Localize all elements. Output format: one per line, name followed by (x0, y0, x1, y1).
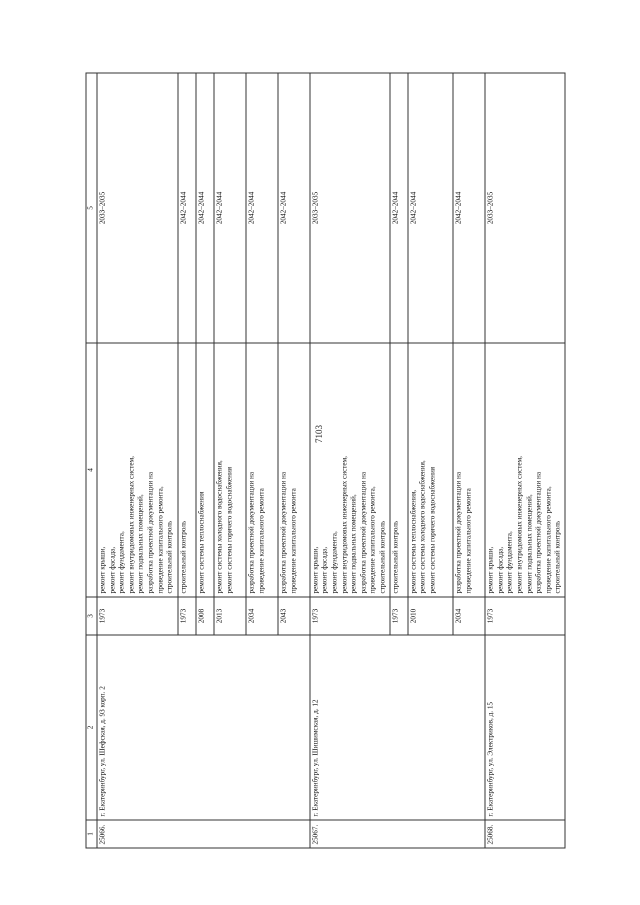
header-col-4: 4 (86, 343, 97, 597)
entry-works (453, 343, 485, 597)
table-body (97, 73, 565, 848)
header-col-3: 3 (86, 597, 97, 635)
work-line: ремонт фундамента, (505, 531, 514, 594)
work-line: ремонт подвальных помещений, (136, 494, 145, 594)
work-line: ремонт системы холодного водоснабжения, (215, 460, 224, 594)
work-line: ремонт подвальных помещений, (524, 494, 533, 594)
entry-period: 2033–2035 (97, 73, 178, 343)
entry-period: 2042–2044 (214, 73, 246, 343)
entry-works (246, 343, 278, 597)
entry-period: 2042–2044 (407, 73, 453, 343)
entry-year: 1973 (485, 597, 565, 635)
work-line: ремонт подвальных помещений, (349, 494, 358, 594)
entry-period: 2042–2044 (178, 73, 196, 343)
work-line: ремонт системы горячего водоснабжения (427, 466, 436, 594)
work-line: ремонт крыши, (486, 546, 495, 594)
header-col-2: 2 (86, 635, 97, 820)
entry-year: 1973 (97, 597, 178, 635)
work-line: проведение капитального ремонта (256, 488, 265, 594)
work-line: ремонт фасада, (107, 546, 116, 594)
entry-period: 2042–2044 (196, 73, 214, 343)
table-row (97, 73, 178, 848)
entry-period: 2042–2044 (389, 73, 407, 343)
table-row (485, 73, 565, 848)
work-line: ремонт фасада, (320, 546, 329, 594)
work-line: проведение капитального ремонта, (543, 486, 552, 594)
entry-works (277, 343, 309, 597)
work-line: ремонт крыши, (98, 546, 106, 594)
entry-year: 1973 (178, 597, 196, 635)
work-line: ремонт внутридомовых инженерных систем, (126, 456, 135, 594)
work-line: строительный контроль (553, 520, 562, 594)
entry-number: 25068. (485, 820, 565, 848)
work-line: разработка проектной документации на (145, 471, 154, 594)
entry-period: 2042–2044 (246, 73, 278, 343)
work-line: ремонт внутридомовых инженерных систем, (515, 456, 524, 594)
work-line: разработка проектной документации на (454, 471, 463, 594)
work-line: ремонт системы теплоснабжения, (408, 489, 417, 594)
page-number: 7103 (314, 425, 324, 443)
entry-works (97, 343, 178, 597)
entry-works (214, 343, 246, 597)
entry-year: 1973 (389, 597, 407, 635)
table-row (309, 73, 389, 848)
entry-year: 2013 (214, 597, 246, 635)
entry-number: 25067. (309, 820, 484, 848)
entry-year: 2008 (196, 597, 214, 635)
entry-period: 2042–2044 (277, 73, 309, 343)
header-row (86, 73, 97, 848)
work-line: ремонт внутридомовых инженерных систем, (339, 456, 348, 594)
entry-works (178, 343, 196, 597)
rotated-table-sheet (85, 74, 565, 849)
entry-address: г. Екатеринбург, ул. Шефская, д. 93 корп. 2 (97, 635, 310, 820)
header-col-5: 5 (86, 73, 97, 343)
work-line: строительный контроль (377, 520, 386, 594)
entry-works (309, 343, 389, 597)
entry-address: г. Екатеринбург, ул. Электриков, д. 15 (485, 635, 565, 820)
work-line: разработка проектной документации на (534, 471, 543, 594)
work-line: строительный контроль (390, 520, 399, 594)
work-line: ремонт системы горячего водоснабжения (224, 466, 233, 594)
work-line: ремонт фундамента, (117, 531, 126, 594)
header-col-1: 1 (86, 820, 97, 848)
work-line: проведение капитального ремонта (463, 488, 472, 594)
entry-works (407, 343, 453, 597)
entry-number: 25066. (97, 820, 310, 848)
entry-year: 2043 (277, 597, 309, 635)
entry-address: г. Екатеринбург, ул. Шишимская, д. 12 (309, 635, 484, 820)
work-line: ремонт фасада, (495, 546, 504, 594)
entry-year: 2034 (246, 597, 278, 635)
work-line: ремонт системы теплоснабжения (197, 491, 206, 594)
entry-period: 2042–2044 (453, 73, 485, 343)
entry-year: 2034 (453, 597, 485, 635)
entry-works (196, 343, 214, 597)
work-line: ремонт системы холодного водоснабжения, (418, 460, 427, 594)
entry-works (485, 343, 565, 597)
work-line: разработка проектной документации на (358, 471, 367, 594)
work-line: проведение капитального ремонта (288, 488, 297, 594)
work-line: строительный контроль (165, 520, 174, 594)
work-line: проведение капитального ремонта, (155, 486, 164, 594)
entry-works (389, 343, 407, 597)
entry-year: 1973 (309, 597, 389, 635)
entry-period: 2033–2035 (485, 73, 565, 343)
entry-period: 2033–2035 (309, 73, 389, 343)
work-line: ремонт фундамента, (330, 531, 338, 594)
work-line: проведение капитального ремонта, (368, 486, 377, 594)
work-line: ремонт крыши, (310, 546, 319, 594)
entry-year: 2010 (407, 597, 453, 635)
work-line: разработка проектной документации на (278, 471, 287, 594)
work-line: строительный контроль (179, 520, 187, 594)
work-line: разработка проектной документации на (247, 471, 256, 594)
repair-schedule-table (85, 73, 565, 849)
